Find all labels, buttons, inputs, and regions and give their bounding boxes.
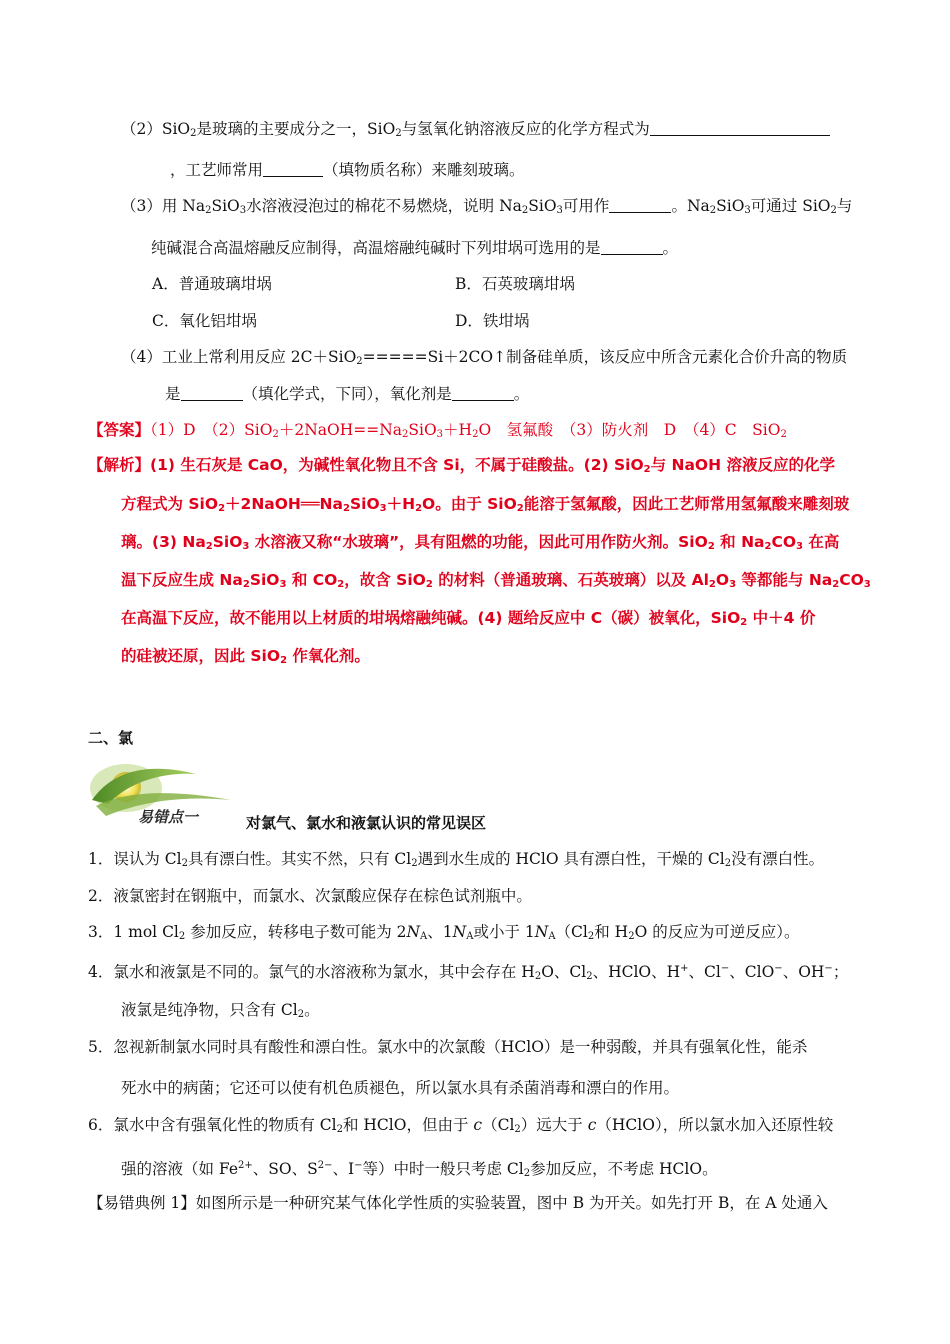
item-5-line-2: 死水中的病菌；它还可以使有机色质褪色，所以氯水具有杀菌消毒和漂白的作用。 [121,1079,680,1097]
question-3-line-2: 纯碱混合高温熔融反应制得，高温熔融纯碱时下列坩埚可选用的是 。 [151,239,679,257]
item-5-line-1: 5．忽视新制氯水同时具有酸性和漂白性。氯水中的次氯酸（HClO）是一种弱酸，并具有强氧化性，能杀 [88,1038,808,1056]
answer-blank[interactable] [452,385,514,401]
question-2-line-2: ，工艺师常用 （填物质名称）来雕刻玻璃。 [170,161,525,179]
item-3: 3．1 mol $Cl_2$ 参加反应，转移电子数可能为 $2N_A$、$1N_A$或小于 $1N_A(Cl_2$和 $H_2O$ 的反应为可逆反应）。 [88,923,800,942]
analysis-line-4: 温下反应生成 $Na_2SiO_3$ 和 $CO_2$，故含 SiO$_2$ 的材料（普通玻璃、石英玻璃）以及 $Al_2O_3$ 等都能与 $Na_2CO_3$ [121,571,871,590]
analysis-line-5: 在高温下反应，故不能用以上材质的坩埚熔融纯碱。(4) 题给反应中 C（碳）被氧化，SiO$_2$ 中＋4 价 [121,609,816,628]
answer-blank[interactable] [181,385,243,401]
example-line: 【易错典例 1】如图所示是一种研究某气体化学性质的实验装置，图中 B 为开关。如先打开 B，在 A 处通入 [88,1194,828,1212]
question-3-line-1: （3）用 $Na_2SiO_3$水溶液浸泡过的棉花不易燃烧，说明 $Na_2SiO_3$可用作 。$Na_2SiO_3$可通过 SiO$_2$与 [121,197,853,216]
answer-blank[interactable] [263,161,323,177]
answer-line: 【答案】（1）D $(2)SiO_2+2NaOH==Na_2SiO_3+H_2O$ 氢氟酸 （3）防火剂 D （4）C SiO$_2$ [88,420,787,440]
option-c: C．氧化铝坩埚 [152,312,257,330]
answer-blank[interactable] [609,197,671,213]
badge-title: 对氯气、氯水和液氯认识的常见误区 [246,814,487,832]
answer-blank[interactable] [650,120,830,136]
analysis-line-2: 方程式为 $SiO_2+2NaOH══Na_2SiO_3+H_2O$。由于 SiO$_2$能溶于氢氟酸，因此工艺师常用氢氟酸来雕刻玻 [121,495,850,514]
item-1: 1．误认为 $Cl_2$具有漂白性。其实不然，只有 $Cl_2$遇到水生成的 HClO 具有漂白性，干燥的 $Cl_2$没有漂白性。 [88,850,825,869]
option-b: B．石英玻璃坩埚 [455,275,575,293]
badge-text: 易错点一 [138,808,199,826]
question-4-line-2: 是 （填化学式，下同），氧化剂是 。 [165,385,530,403]
item-6-line-1: 6．氯水中含有强氧化性的物质有 $Cl_2$和 HClO，但由于 $c(Cl_2)$远大于 c（HClO），所以氯水加入还原性较 [88,1116,834,1135]
item-4-line-1: 4．氯水和液氯是不同的。氯气的水溶液称为氯水，其中会存在 $H_2O$、$Cl_2$、HClO、H+、Cl−、ClO−、OH−； [88,963,849,982]
error-point-badge-icon [86,760,236,830]
question-4-line-1: （4）工业上常利用反应 2C＋SiO$_2$=====Si＋2CO↑制备硅单质，该反应中所含元素化合价升高的物质 [121,348,848,367]
analysis-line-6: 的硅被还原，因此 SiO$_2$ 作氧化剂。 [121,647,370,666]
answer-blank[interactable] [601,239,663,255]
question-2-line-1: （2）SiO$_2$是玻璃的主要成分之一，SiO$_2$与氢氧化钠溶液反应的化学方程式为 [121,119,830,144]
item-2: 2．液氯密封在钢瓶中，而氯水、次氯酸应保存在棕色试剂瓶中。 [88,887,532,905]
section-title: 二、氯 [88,729,134,747]
option-d: D．铁坩埚 [455,312,530,330]
item-4-line-2: 液氯是纯净物，只含有 $Cl_2$。 [121,1001,320,1020]
analysis-line-1: 【解析】(1) 生石灰是 CaO，为碱性氧化物且不含 Si，不属于硅酸盐。(2) SiO$_2$与 NaOH 溶液反应的化学 [88,456,835,475]
item-6-line-2: 强的溶液（如 $Fe^{2+}$、SO、$S^{2-}$、I−等）中时一般只考虑 $Cl_2$参加反应，不考虑 HClO。 [121,1160,718,1179]
analysis-line-3: 璃。(3) $Na_2SiO_3$ 水溶液又称“水玻璃”，具有阻燃的功能，因此可用作防火剂。SiO$_2$ 和 $Na_2CO_3$ 在高 [121,533,840,552]
option-a: A．普通玻璃坩埚 [152,275,272,293]
